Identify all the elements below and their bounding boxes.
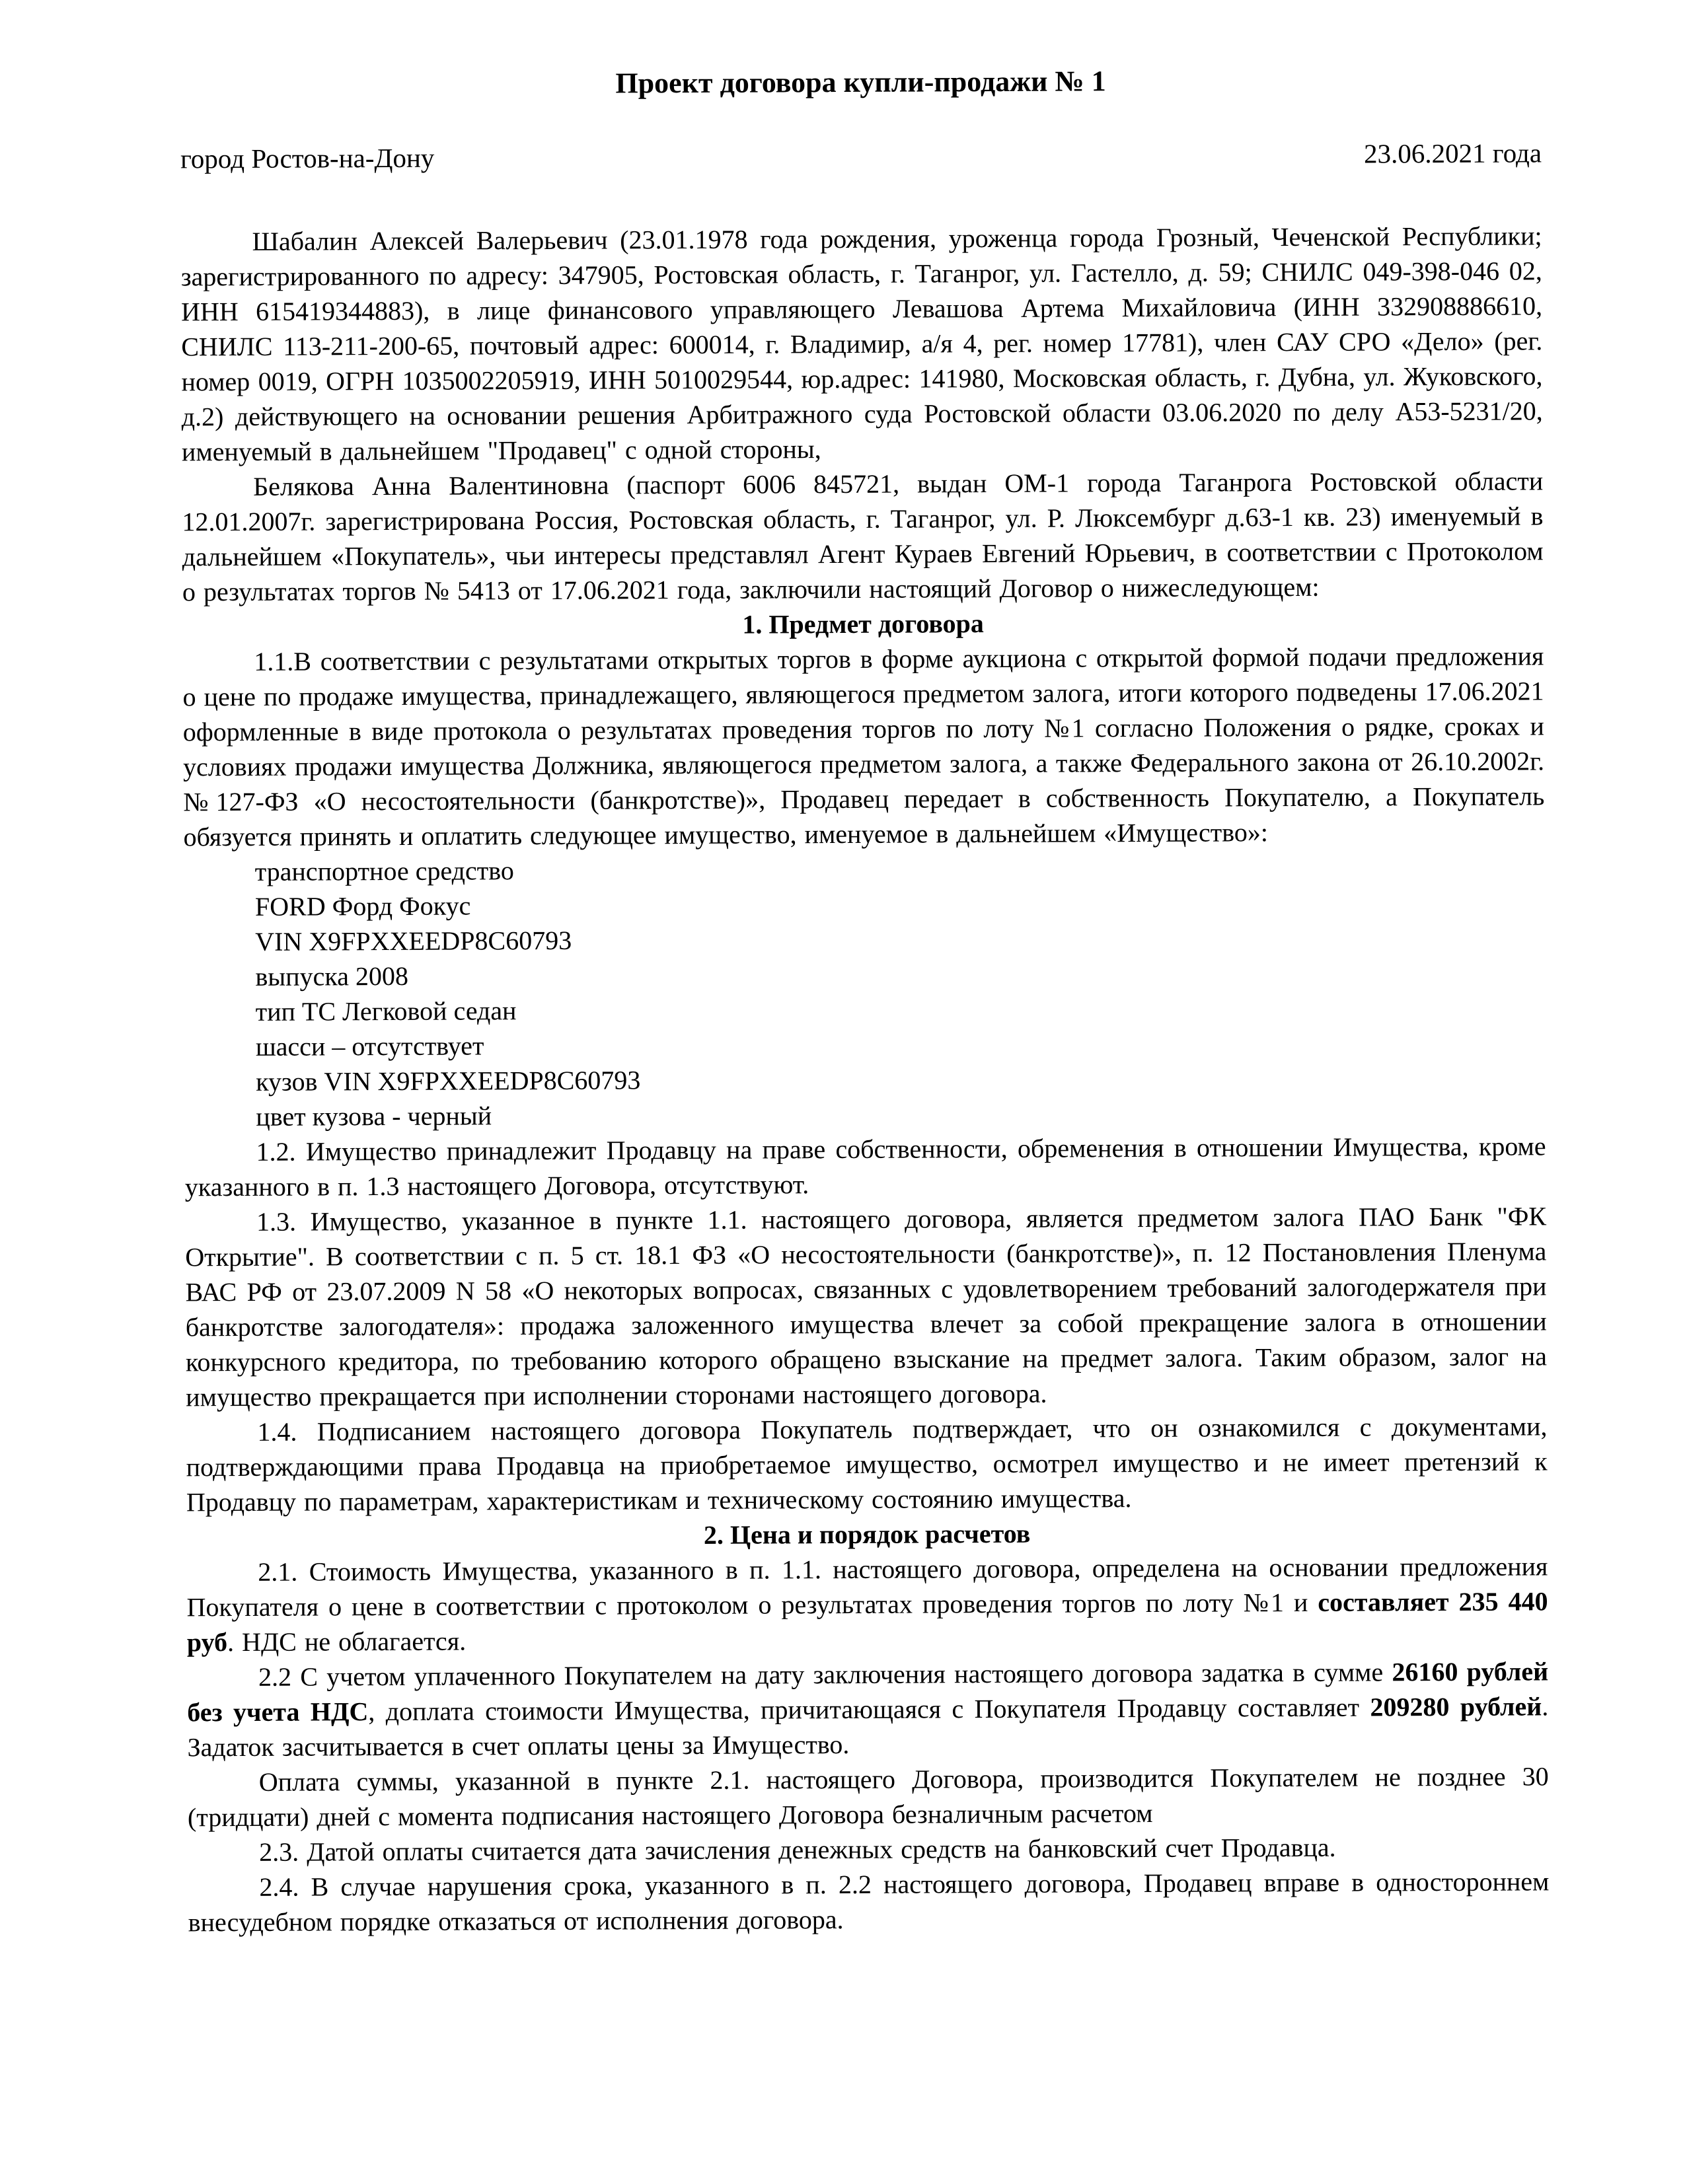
property-item: FORD Форд Фокус xyxy=(254,891,471,922)
clause-payment-terms: Оплата суммы, указанной в пункте 2.1. настоящего Договора, производится Покупателем не позднее 30 (тридцати) дней с момента подписания настоящего Договора безналичным расчетом xyxy=(187,1761,1549,1833)
clause-2-2-text: 2.2 С учетом уплаченного Покупателем на дату заключения настоящего договора задатка в сумме xyxy=(258,1657,1392,1692)
property-item: тип ТС Легковой седан xyxy=(255,996,517,1027)
clause-2-1-text: 2.1. Стоимость Имущества, указанного в п. 1.1. настоящего договора, определена на основании предложения Покупателя о цене в соответствии с протоколом о результатах проведения торгов по лоту №1 и xyxy=(186,1551,1548,1622)
buyer-paragraph: Белякова Анна Валентиновна (паспорт 6006 845721, выдан ОМ-1 города Таганрога Ростовской области 12.01.2007г. зарегистрирована Россия, Ростовская область, г. Таганрог, ул. Р. Люксембург д.63-1 кв. 23) именуемый в дальнейшем «Покупатель», чьи интересы представлял Агент Кураев Евгений Юрьевич, в соответствии с Протоколом о результатах торгов № 5413 от 17.06.2021 года, заключили настоящий Договор о нижеследующем: xyxy=(182,466,1544,607)
clause-2-1 xyxy=(186,1548,1548,1659)
clause-2-1-tail: . НДС не облагается. xyxy=(227,1626,467,1657)
property-item: шасси – отсутствует xyxy=(255,1031,484,1062)
clause-2-2-tail: . Задаток засчитывается в счет оплаты цены за Имущество. xyxy=(187,1691,1549,1763)
property-item: VIN X9FPXXEEDP8C60793 xyxy=(255,925,572,957)
seller-paragraph: Шабалин Алексей Валерьевич (23.01.1978 года рождения, уроженца города Грозный, Чеченской Республики; зарегистрированного по адресу: 347905, Ростовская область, г. Таганрог, ул. Гастелло, д. 59; СНИЛС 049-398-046 02, ИНН 615419344883), в лице финансового управляющего Левашова Артема Михайловича (ИНН 332908886610, СНИЛС 113-211-200-65, почтовый адрес: 600014, г. Владимир, а/я 4, рег. номер 17781), член САУ СРО «Дело» (рег. номер 0019, ОГРН 1035002205919, ИНН 5010029544, юр.адрес: 141980, Московская область, г. Дубна, ул. Жуковского, д.2) действующего на основании решения Арбитражного суда Ростовской области 03.06.2020 по делу А53-5231/20, именуемый в дальнейшем "Продавец" с одной стороны, xyxy=(180,221,1543,467)
property-item: транспортное средство xyxy=(254,855,514,887)
property-item: выпуска 2008 xyxy=(255,961,409,992)
clause-2-4: 2.4. В случае нарушения срока, указанного в п. 2.2 настоящего договора, Продавец вправе в одностороннем внесудебном порядке отказаться от исполнения договора. xyxy=(188,1866,1550,1938)
clause-1-2: 1.2. Имущество принадлежит Продавцу на праве собственности, обременения в отношении Имущества, кроме указанного в п. 1.3 настоящего Договора, отсутствуют. xyxy=(184,1131,1546,1202)
section-2-heading: 2. Цена и порядок расчетов xyxy=(703,1518,1031,1550)
property-item: цвет кузова - черный xyxy=(256,1101,492,1132)
clause-1-3: 1.3. Имущество, указанное в пункте 1.1. настоящего договора, является предметом залога ПАО Банк "ФК Открытие". В соответствии с п. 5 ст. 18.1 ФЗ «О несостоятельности (банкротстве)», п. 12 Постановления Пленума ВАС РФ от 23.07.2009 N 58 «О некоторых вопросах, связанных с удовлетворением требований залогодержателя при банкротстве залогодателя»: продажа заложенного имущества влечет за собой прекращение залога в отношении конкурсного кредитора, по требованию которого обращено взыскание на предмет залога. Таким образом, залог на имущество прекращается при исполнении сторонами настоящего договора. xyxy=(185,1201,1548,1412)
contract-date: 23.06.2021 года xyxy=(1363,137,1542,169)
clause-1-4: 1.4. Подписанием настоящего договора Покупатель подтверждает, что он ознакомился с документами, подтверждающими права Продавца на приобретаемое имущество, осмотрел имущество и не имеет претензий к Продавцу по параметрам, характеристикам и техническому состоянию имущества. xyxy=(186,1411,1548,1517)
clause-1-1: 1.1.В соответствии с результатами открытых торгов в форме аукциона с открытой формой подачи предложения о цене по продаже имущества, принадлежащего, являющегося предметом залога, итоги которого подведены 17.06.2021 оформленные в виде протокола о результатах проведения торгов по лоту №1 согласно Положения о рядке, сроках и условиях продажи имущества Должника, являющегося предметом залога, а также Федерального закона от 26.10.2002г. №127-ФЗ «О несостоятельности (банкротстве)», Продавец передает в собственность Покупателю, а Покупатель обязуется принять и оплатить следующее имущество, именуемое в дальнейшем «Имущество»: xyxy=(182,641,1545,852)
contract-city: город Ростов-на-Дону xyxy=(180,142,435,174)
clause-2-2-middle: , доплата стоимости Имущества, причитающаяся с Покупателя Продавцу составляет xyxy=(368,1692,1370,1727)
clause-2-2-balance-bold: 209280 рублей xyxy=(1370,1691,1542,1722)
clause-2-1-price-bold: составляет 235 440 руб xyxy=(186,1586,1548,1657)
property-list xyxy=(184,848,1546,1134)
clause-2-2 xyxy=(187,1654,1549,1765)
clause-2-2-deposit-bold: 26160 рублей без учета НДС xyxy=(187,1656,1549,1728)
section-1-heading: 1. Предмет договора xyxy=(742,608,984,639)
contract-meta-row xyxy=(180,135,1542,176)
clause-2-3: 2.3. Датой оплаты считается дата зачисления денежных средств на банковский счет Продавца. xyxy=(259,1832,1336,1867)
property-item: кузов VIN X9FPXXEEDP8C60793 xyxy=(256,1065,641,1097)
document-title: Проект договора купли-продажи № 1 xyxy=(615,65,1106,100)
